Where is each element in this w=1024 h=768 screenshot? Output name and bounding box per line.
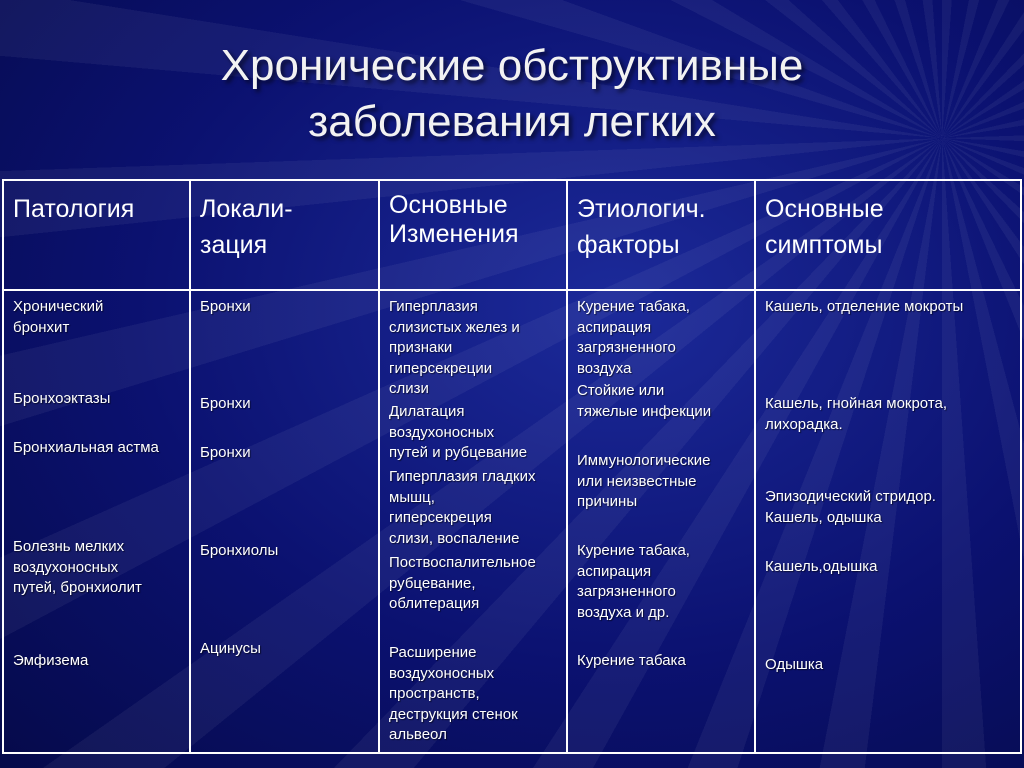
cell-line: деструкция стенок	[389, 705, 518, 723]
header-text: Изменения	[389, 220, 519, 248]
cell-entry	[13, 438, 185, 459]
cell-line: Дилатация	[389, 403, 465, 420]
cell-line: тяжелые инфекции	[577, 402, 712, 420]
cell-line: слизи, воспаление	[389, 529, 520, 547]
cell-line: Курение табака	[577, 652, 686, 669]
cell-line: Кашель, отделение мокроты	[765, 298, 964, 315]
cell-line: путей и рубцевание	[389, 444, 528, 461]
table-header-row	[3, 180, 1021, 290]
cell-line: Одышка	[765, 656, 824, 673]
cell-line: Гиперплазия	[389, 298, 478, 315]
cell-line: Поствоспалительное	[389, 554, 536, 571]
cell-entry	[389, 643, 562, 746]
cell-line: Бронхиальная астма	[13, 439, 159, 456]
cell-line: Эмфизема	[13, 652, 89, 669]
cell-entry	[577, 541, 750, 623]
cell-line: воздуха	[577, 359, 632, 377]
slide-title	[0, 38, 1024, 150]
cell-entry	[765, 297, 1016, 318]
cell-entry	[389, 297, 562, 400]
header-cell-etiology	[567, 180, 755, 290]
cell-line: Эпизодический стридор.	[765, 488, 936, 505]
cell-line: облитерация	[389, 595, 480, 612]
cell-line: Кашель, одышка	[765, 508, 882, 526]
cell-entry	[765, 487, 1016, 528]
column-symptoms	[755, 290, 1021, 753]
header-text: Патология	[13, 195, 135, 223]
cell-line: причины	[577, 493, 638, 510]
disease-table	[2, 179, 1022, 754]
cell-entry	[13, 651, 185, 672]
cell-entry	[577, 451, 750, 513]
cell-entry	[577, 651, 750, 672]
cell-line: рубцевание,	[389, 574, 476, 592]
cell-line: Бронхи	[200, 298, 251, 315]
cell-line: Стойкие или	[577, 382, 665, 399]
cell-line: бронхит	[13, 318, 70, 336]
cell-line: пространств,	[389, 685, 480, 702]
cell-entry	[577, 297, 750, 379]
header-text: факторы	[577, 231, 680, 259]
cell-entry	[13, 389, 185, 410]
column-changes	[379, 290, 567, 753]
cell-entry	[389, 467, 562, 549]
cell-line: Ацинусы	[200, 640, 261, 657]
cell-entry	[765, 655, 1016, 676]
cell-entry	[13, 297, 185, 338]
cell-line: мышц,	[389, 488, 435, 506]
header-cell-localization	[190, 180, 379, 290]
header-text: Этиологич.	[577, 195, 706, 223]
cell-entry	[200, 639, 374, 660]
cell-line: Курение табака,	[577, 298, 690, 315]
header-cell-pathology	[3, 180, 190, 290]
cell-line: или неизвестные	[577, 472, 697, 490]
slide-title-line: Хронические обструктивные	[220, 41, 804, 90]
cell-line: Бронхиолы	[200, 542, 279, 559]
cell-entry	[13, 537, 185, 599]
cell-entry	[200, 541, 374, 562]
header-text: Основные	[389, 191, 508, 219]
cell-entry	[765, 394, 1016, 435]
cell-line: Хронический	[13, 298, 104, 315]
cell-line: Бронхи	[200, 444, 251, 461]
column-pathology	[3, 290, 190, 753]
cell-entry	[577, 381, 750, 422]
header-text: симптомы	[765, 231, 883, 259]
cell-line: путей, бронхиолит	[13, 579, 142, 596]
table-body-row	[3, 290, 1021, 753]
cell-line: воздуха и др.	[577, 603, 670, 621]
header-text: зация	[200, 231, 268, 259]
cell-line: Бронхи	[200, 395, 251, 412]
cell-line: гиперсекреция	[389, 509, 492, 526]
cell-line: воздухоносных	[389, 664, 495, 682]
cell-entry	[389, 402, 562, 464]
cell-line: Бронхоэктазы	[13, 390, 111, 407]
header-cell-symptoms	[755, 180, 1021, 290]
cell-line: Курение табака,	[577, 542, 690, 559]
cell-line: аспирация	[577, 562, 652, 580]
cell-line: Болезнь мелких	[13, 538, 125, 555]
column-etiology	[567, 290, 755, 753]
slide-title-line: заболевания легких	[308, 97, 716, 146]
column-localization	[190, 290, 379, 753]
cell-line: гиперсекреции	[389, 359, 493, 377]
cell-line: альвеол	[389, 726, 447, 743]
cell-line: Кашель,одышка	[765, 558, 878, 575]
cell-line: Расширение	[389, 644, 477, 661]
header-text: Основные	[765, 195, 884, 223]
cell-entry	[200, 394, 374, 415]
cell-entry	[200, 297, 374, 318]
cell-line: аспирация	[577, 318, 652, 336]
cell-entry	[389, 553, 562, 615]
cell-line: слизи	[389, 380, 429, 397]
cell-line: загрязненного	[577, 339, 676, 356]
cell-entry	[765, 557, 1016, 578]
cell-line: признаки	[389, 339, 453, 356]
cell-line: воздухоносных	[13, 558, 119, 576]
cell-entry	[200, 443, 374, 464]
cell-line: лихорадка.	[765, 415, 843, 433]
cell-line: воздухоносных	[389, 423, 495, 441]
header-cell-changes	[379, 180, 567, 290]
header-text: Локали-	[200, 195, 293, 223]
cell-line: Иммунологические	[577, 452, 711, 469]
cell-line: слизистых желез и	[389, 318, 520, 336]
cell-line: Гиперплазия гладких	[389, 468, 536, 485]
cell-line: загрязненного	[577, 583, 676, 600]
cell-line: Кашель, гнойная мокрота,	[765, 395, 948, 412]
